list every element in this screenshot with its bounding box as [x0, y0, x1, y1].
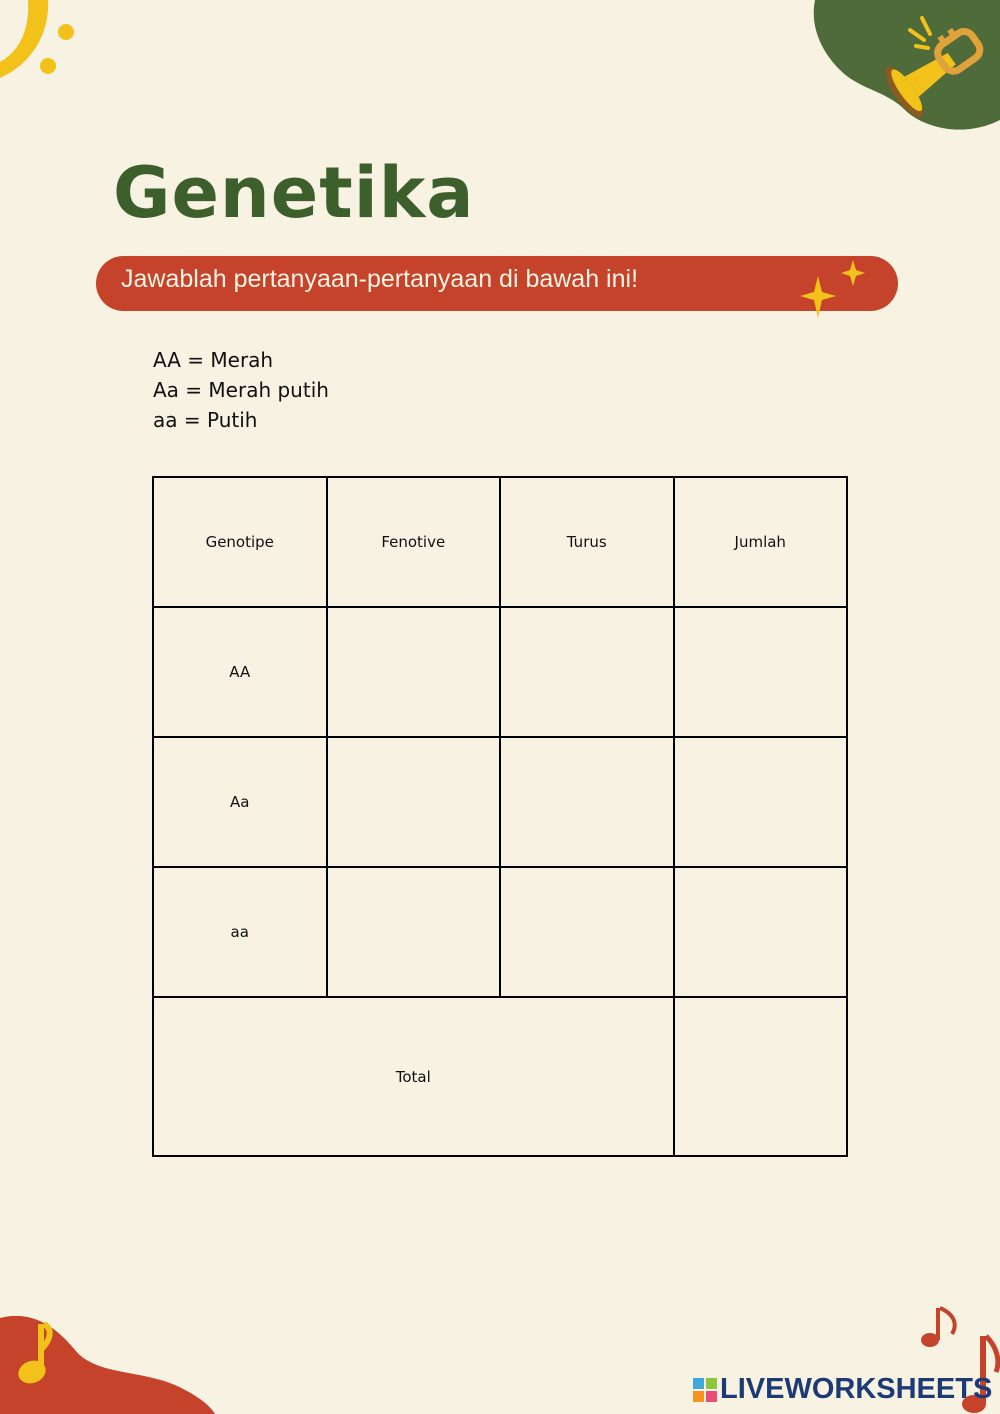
- table-header-row: [153, 477, 847, 607]
- bass-clef-icon: [0, 0, 80, 85]
- liveworksheets-logo-icon: [693, 1378, 717, 1402]
- jumlah-answer-cell[interactable]: [674, 737, 848, 867]
- sparkle-icon: [796, 258, 876, 323]
- turus-answer-cell[interactable]: [500, 737, 674, 867]
- total-label: Total: [153, 997, 674, 1156]
- genotype-cell: Aa: [153, 737, 327, 867]
- genotype-cell: AA: [153, 607, 327, 737]
- trumpet-icon: [810, 0, 1000, 140]
- fenotive-answer-cell[interactable]: [327, 867, 501, 997]
- page-title: Genetika: [113, 152, 475, 234]
- instruction-text: Jawablah pertanyaan-pertanyaan di bawah ini!: [121, 265, 639, 293]
- music-note-icon: [0, 1310, 215, 1414]
- table-row: [153, 867, 847, 997]
- total-answer-cell[interactable]: [674, 997, 848, 1156]
- brand-watermark: [720, 1373, 992, 1406]
- turus-answer-cell[interactable]: [500, 867, 674, 997]
- table-row: [153, 607, 847, 737]
- fenotive-answer-cell[interactable]: [327, 607, 501, 737]
- jumlah-answer-cell[interactable]: [674, 607, 848, 737]
- jumlah-answer-cell[interactable]: [674, 867, 848, 997]
- fenotive-answer-cell[interactable]: [327, 737, 501, 867]
- turus-answer-cell[interactable]: [500, 607, 674, 737]
- header-turus: Turus: [500, 477, 674, 607]
- header-fenotive: Fenotive: [327, 477, 501, 607]
- header-genotipe: Genotipe: [153, 477, 327, 607]
- legend-item: AA = Merah: [153, 348, 274, 372]
- legend-item: aa = Putih: [153, 408, 258, 432]
- table-row: [153, 737, 847, 867]
- genotype-legend: [153, 345, 329, 435]
- table-total-row: [153, 997, 847, 1156]
- header-jumlah: Jumlah: [674, 477, 848, 607]
- genotype-cell: aa: [153, 867, 327, 997]
- legend-item: Aa = Merah putih: [153, 378, 329, 402]
- brand-name: LIVEWORKSHEETS: [720, 1373, 993, 1405]
- instruction-banner: [96, 256, 898, 311]
- genotype-table: [152, 476, 848, 1157]
